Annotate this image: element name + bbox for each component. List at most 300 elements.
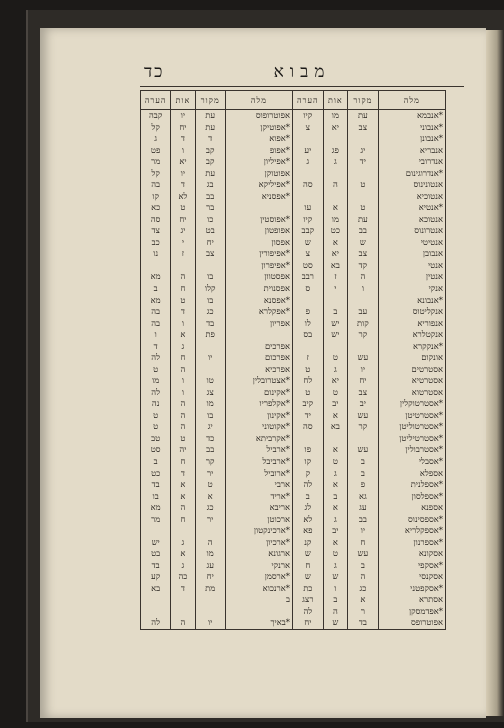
entry-letter (171, 594, 195, 606)
entry-word: *אנבמא (378, 110, 445, 122)
entry-source: בב (348, 514, 379, 526)
entry-word: *אפדמסקן (378, 606, 445, 618)
entry-word: *אפיפרון (225, 260, 292, 272)
table-row (293, 433, 446, 445)
table-row (141, 260, 293, 272)
entry-source: עת (348, 110, 379, 122)
entry-letter: ט (323, 387, 347, 399)
entry-note: כט (141, 467, 171, 479)
entry-note: נו (141, 248, 171, 260)
entry-source: עש (348, 444, 379, 456)
entry-letter: א (171, 329, 195, 341)
entry-source: כג (348, 583, 379, 595)
table-row (141, 606, 293, 618)
table-row (141, 341, 293, 353)
entry-note: ש (293, 571, 324, 583)
entry-word: אנדרובי (378, 156, 445, 168)
entry-letter: בא (323, 421, 347, 433)
entry-source: צג (195, 387, 225, 399)
entry-source: ט (195, 479, 225, 491)
entry-letter (171, 525, 195, 537)
entry-source: צב (348, 122, 379, 134)
entry-letter: ג (323, 364, 347, 376)
entry-word: *אסטרבולין (378, 444, 445, 456)
entry-note: ש (293, 548, 324, 560)
entry-note (293, 341, 324, 353)
entry-note: לח (293, 375, 324, 387)
entry-letter: ש (323, 617, 347, 629)
entry-letter: ה (171, 502, 195, 514)
table-row (293, 145, 446, 157)
table-row (293, 491, 446, 503)
entry-letter: יא (171, 156, 195, 168)
entry-source: עת (195, 110, 225, 122)
table-row (293, 525, 446, 537)
entry-letter: יו (171, 110, 195, 122)
entry-letter: ה (171, 421, 195, 433)
entry-letter: ט (323, 352, 347, 364)
table-row (293, 110, 446, 122)
entry-note: צד (141, 225, 171, 237)
entry-word: *אנבוני (378, 122, 445, 134)
table-row (141, 456, 293, 468)
entry-letter: יא (323, 122, 347, 134)
entry-note (293, 133, 324, 145)
entry-note: ג (141, 133, 171, 145)
entry-letter: א (171, 491, 195, 503)
entry-letter: יג (171, 225, 195, 237)
table-row (293, 295, 446, 307)
entry-note: קו (293, 456, 324, 468)
table-row (293, 225, 446, 237)
entry-note: יח (293, 617, 324, 629)
entry-source: יב (348, 398, 379, 410)
entry-letter (323, 133, 347, 145)
entry-word: אפרכים (225, 341, 292, 353)
entry-word: *אנטיא (378, 202, 445, 214)
entry-note: צ (293, 122, 324, 134)
table-row (293, 467, 446, 479)
table-row (293, 548, 446, 560)
entry-note: פו (293, 444, 324, 456)
entry-note: סה (293, 179, 324, 191)
table-row (293, 237, 446, 249)
entry-word: ארגונא (225, 548, 292, 560)
entry-source: א (348, 594, 379, 606)
table-row (141, 191, 293, 203)
entry-letter: ג (171, 341, 195, 353)
entry-word (225, 329, 292, 341)
entry-word: *ארוביל (225, 467, 292, 479)
table-row (141, 398, 293, 410)
entry-note: לה (141, 617, 171, 629)
entry-note: נה (141, 398, 171, 410)
entry-source: בו (195, 271, 225, 283)
entry-source: עג (348, 502, 379, 514)
table-row (141, 168, 293, 180)
entry-word: אפוטרופוס (225, 110, 292, 122)
entry-letter: ח (171, 514, 195, 526)
table-row (293, 191, 446, 203)
table-row (141, 537, 293, 549)
entry-word: *ארסמן (225, 571, 292, 583)
entry-word: *אקינון (225, 410, 292, 422)
table-row (141, 571, 293, 583)
entry-note: קבה (141, 110, 171, 122)
entry-word: *ארביבל (225, 456, 292, 468)
table-row (293, 122, 446, 134)
entry-letter: ה (323, 606, 347, 618)
table-row (293, 306, 446, 318)
entry-note: ט (293, 387, 324, 399)
table-row (141, 248, 293, 260)
entry-source: בד (348, 617, 379, 629)
entry-source: עת (195, 122, 225, 134)
entry-letter: א (323, 537, 347, 549)
entry-source: קלו (195, 283, 225, 295)
entry-source: יו (195, 617, 225, 629)
table-row (293, 398, 446, 410)
entry-note: ק (293, 467, 324, 479)
table-row (141, 514, 293, 526)
table-row (141, 318, 293, 330)
entry-source: יו (195, 352, 225, 364)
entry-source: עש (348, 548, 379, 560)
entry-word: *אסטרטוליטן (378, 421, 445, 433)
entry-word: *אפקלרא (225, 306, 292, 318)
entry-source: יו (348, 364, 379, 376)
table-row (141, 237, 293, 249)
table-row (141, 122, 293, 134)
table-row (293, 560, 446, 572)
table-row (293, 456, 446, 468)
entry-source: מו (195, 548, 225, 560)
entry-letter: יש (323, 318, 347, 330)
entry-note (293, 168, 324, 180)
entry-note: קל (141, 122, 171, 134)
table-row (141, 133, 293, 145)
table-row (141, 179, 293, 191)
entry-letter: ו (171, 318, 195, 330)
entry-letter: כה (171, 571, 195, 583)
table-header-row (141, 91, 293, 110)
entry-note: יש (141, 537, 171, 549)
entry-word: אפוטרופס (378, 617, 445, 629)
entry-source: יו (348, 525, 379, 537)
entry-source (195, 606, 225, 618)
table-row (141, 617, 293, 629)
entry-word: ב (225, 594, 292, 606)
entry-source (195, 260, 225, 272)
table-row (293, 179, 446, 191)
entry-letter: יא (323, 248, 347, 260)
entry-note: ח (293, 560, 324, 572)
table-row (141, 364, 293, 376)
page-edge (486, 30, 504, 716)
entry-source: ב (348, 467, 379, 479)
entry-letter: א (323, 444, 347, 456)
table-row (293, 283, 446, 295)
table-row (293, 606, 446, 618)
entry-word: *אסבלי (378, 456, 445, 468)
entry-note: ט (141, 364, 171, 376)
entry-source: עש (348, 352, 379, 364)
entry-source: טו (195, 375, 225, 387)
entry-source: צב (348, 248, 379, 260)
entry-note: כב (141, 237, 171, 249)
entry-letter: א (323, 410, 347, 422)
entry-source: יג (195, 421, 225, 433)
entry-source (348, 433, 379, 445)
entry-source: קד (348, 260, 379, 272)
entry-letter: ה (171, 398, 195, 410)
entry-word (225, 202, 292, 214)
table-row (293, 502, 446, 514)
entry-word: אנטיטי (378, 237, 445, 249)
page-header (140, 62, 464, 84)
entry-note: ט (293, 364, 324, 376)
entry-letter: ג (323, 156, 347, 168)
table-row (141, 525, 293, 537)
column-header-note: הערה (141, 91, 171, 110)
entry-word: אספלא (378, 467, 445, 479)
column-header-source: מקור (195, 91, 225, 110)
entry-note: מו (141, 375, 171, 387)
entry-note: לה (293, 606, 324, 618)
entry-note: בס (293, 329, 324, 341)
entry-letter: ו (171, 387, 195, 399)
entry-letter (171, 260, 195, 272)
entry-letter: יש (323, 329, 347, 341)
entry-note: סט (293, 260, 324, 272)
entry-note: רצג (293, 594, 324, 606)
entry-letter: פג (323, 145, 347, 157)
entry-source: ח (348, 537, 379, 549)
entry-letter: י (323, 283, 347, 295)
entry-source: ד (195, 133, 225, 145)
entry-source: ה (348, 271, 379, 283)
entry-note: מא (141, 502, 171, 514)
entry-note (293, 191, 324, 203)
table-row (141, 329, 293, 341)
entry-word: אסקנסי (378, 571, 445, 583)
entry-letter: יא (323, 375, 347, 387)
entry-source: כג (195, 306, 225, 318)
entry-source: קר (348, 421, 379, 433)
entry-note: ג (293, 156, 324, 168)
entry-word: אפסון (225, 237, 292, 249)
table-row (293, 571, 446, 583)
entry-source: בב (195, 444, 225, 456)
entry-note: צ (293, 248, 324, 260)
entry-source: עת (195, 168, 225, 180)
entry-word: *ארכינקטון (225, 525, 292, 537)
entry-source: קב (195, 156, 225, 168)
entry-letter: ז (323, 271, 347, 283)
table-row (293, 479, 446, 491)
table-row (141, 214, 293, 226)
entry-word: *אסקפטני (378, 583, 445, 595)
entry-word: אונקום (378, 352, 445, 364)
entry-note: ו (141, 329, 171, 341)
entry-word: *אפופ (225, 145, 292, 157)
table-row (293, 444, 446, 456)
entry-letter: יב (323, 525, 347, 537)
table-row (141, 375, 293, 387)
index-table-right (292, 90, 446, 630)
entry-note: בה (141, 318, 171, 330)
table-row (293, 617, 446, 629)
entry-word: אנקי (378, 283, 445, 295)
entry-word: *אסטרטוקלין (378, 398, 445, 410)
table-row (293, 341, 446, 353)
entry-source: ה (348, 571, 379, 583)
entry-letter (171, 606, 195, 618)
entry-letter: ג (323, 467, 347, 479)
entry-word: *אפסניא (225, 191, 292, 203)
entry-source (348, 295, 379, 307)
entry-source: ט (348, 179, 379, 191)
column-header-letter: אות (171, 91, 195, 110)
entry-letter: ז (171, 248, 195, 260)
entry-source: יח (348, 375, 379, 387)
table-row (141, 352, 293, 364)
entry-word: אספנא (378, 502, 445, 514)
entry-source: קר (195, 456, 225, 468)
entry-letter: ד (171, 583, 195, 595)
table-row (293, 410, 446, 422)
entry-source (195, 341, 225, 353)
entry-letter: ח (171, 352, 195, 364)
entry-source (195, 594, 225, 606)
entry-source: פת (195, 329, 225, 341)
entry-word: *אפוטיקן (225, 122, 292, 134)
entry-source: ב (348, 560, 379, 572)
table-row (141, 444, 293, 456)
entry-source: יח (195, 571, 225, 583)
entry-source: ט (348, 202, 379, 214)
entry-source: קב (195, 145, 225, 157)
table-row (141, 387, 293, 399)
entry-note (141, 606, 171, 618)
entry-letter: ג (323, 514, 347, 526)
table-row (141, 295, 293, 307)
entry-word: אפסטוון (225, 271, 292, 283)
table-row (293, 271, 446, 283)
entry-note: טב (141, 433, 171, 445)
entry-letter: ט (171, 433, 195, 445)
table-row (141, 145, 293, 157)
table-row (141, 548, 293, 560)
entry-word: אנקליטוס (378, 306, 445, 318)
entry-note: לג (293, 502, 324, 514)
index-table-left (140, 90, 292, 630)
entry-source: בו (195, 410, 225, 422)
entry-note: לה (293, 479, 324, 491)
entry-source: קות (348, 318, 379, 330)
entry-letter: ג (171, 560, 195, 572)
table-row (141, 225, 293, 237)
entry-letter: ב (323, 594, 347, 606)
entry-word: אנבובן (378, 248, 445, 260)
entry-word: אנפוריא (378, 318, 445, 330)
entry-word: *אסטרטיליטן (378, 433, 445, 445)
entry-letter: י (171, 237, 195, 249)
entry-letter: ד (171, 179, 195, 191)
entry-source (195, 525, 225, 537)
entry-letter (323, 295, 347, 307)
entry-word: *אפיליון (225, 156, 292, 168)
entry-source: עב (348, 306, 379, 318)
entry-word: *אפסנא (225, 295, 292, 307)
entry-note: ב (141, 283, 171, 295)
entry-source (348, 133, 379, 145)
table-row (141, 410, 293, 422)
table-row (293, 375, 446, 387)
entry-word: אסתרא (378, 594, 445, 606)
entry-note (141, 260, 171, 272)
table-row (293, 133, 446, 145)
entry-source: כד (195, 433, 225, 445)
entry-letter: ט (323, 548, 347, 560)
entry-note: קיו (293, 214, 324, 226)
entry-word: *אסטרטיטן (378, 410, 445, 422)
column-header-word: מלה (378, 91, 445, 110)
entry-source: קר (348, 329, 379, 341)
table-row (141, 560, 293, 572)
entry-letter: מו (323, 214, 347, 226)
entry-word: אפריון (225, 318, 292, 330)
entry-source: בג (195, 179, 225, 191)
entry-note: קבב (293, 225, 324, 237)
table-row (141, 583, 293, 595)
entry-source: פ (348, 479, 379, 491)
entry-word: *אספרנון (378, 537, 445, 549)
entry-word: אפוטוקן (225, 168, 292, 180)
entry-letter: ש (323, 571, 347, 583)
entry-letter: א (171, 548, 195, 560)
entry-letter: יו (171, 168, 195, 180)
entry-note: בד (141, 479, 171, 491)
entry-letter: ב (323, 306, 347, 318)
entry-letter: כט (323, 225, 347, 237)
table-row (141, 479, 293, 491)
table-row (293, 202, 446, 214)
entry-note: פא (293, 525, 324, 537)
entry-note: לא (293, 514, 324, 526)
entry-word: *ארכיון (225, 537, 292, 549)
entry-word: *אקרביתא (225, 433, 292, 445)
entry-source: בב (348, 225, 379, 237)
entry-source: צב (348, 387, 379, 399)
entry-letter: א (323, 502, 347, 514)
entry-note: סה (293, 421, 324, 433)
entry-source: בר (195, 202, 225, 214)
entry-word: אפסנוית (225, 283, 292, 295)
entry-word: *אקלפריו (225, 398, 292, 410)
table-row (141, 433, 293, 445)
entry-note: בא (141, 583, 171, 595)
entry-note: ב (141, 456, 171, 468)
entry-note: ז (293, 352, 324, 364)
entry-note: רבב (293, 271, 324, 283)
entry-note: סט (141, 444, 171, 456)
column-header-note: הערה (293, 91, 324, 110)
entry-letter: ו (323, 583, 347, 595)
entry-note: לה (141, 387, 171, 399)
entry-source: מו (195, 398, 225, 410)
entry-note: ס (293, 283, 324, 295)
